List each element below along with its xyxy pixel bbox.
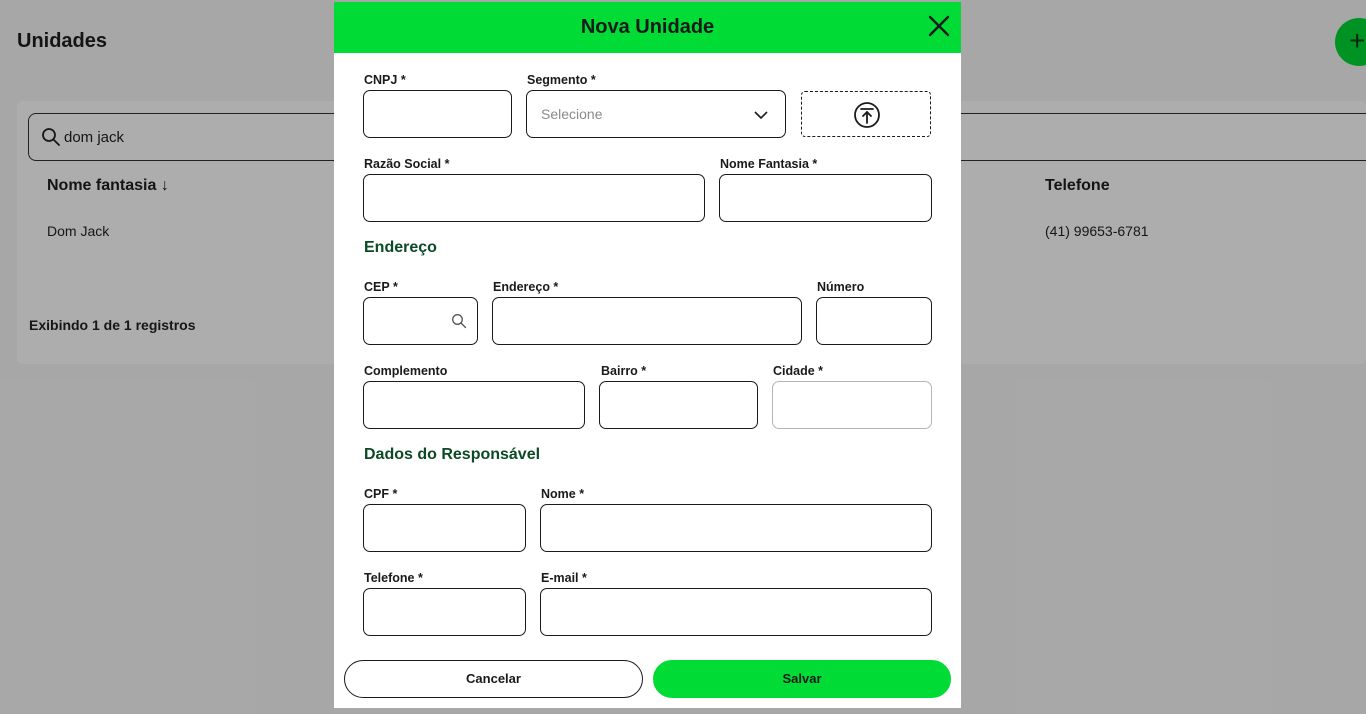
section-responsavel-title: Dados do Responsável — [364, 446, 541, 463]
nome-label: Nome * — [541, 487, 585, 501]
cnpj-label: CNPJ * — [364, 73, 406, 87]
cidade-field[interactable] — [772, 381, 932, 429]
close-icon[interactable] — [926, 13, 952, 39]
complemento-label: Complemento — [364, 364, 448, 378]
table-cell-name[interactable]: Dom Jack — [47, 223, 110, 239]
segmento-select[interactable] — [526, 90, 786, 138]
cidade-label: Cidade * — [773, 364, 824, 378]
numero-field[interactable] — [816, 297, 932, 345]
cnpj-field[interactable] — [363, 90, 512, 138]
razao-social-input[interactable] — [364, 175, 704, 221]
nome-field[interactable] — [540, 504, 932, 552]
search-icon[interactable] — [451, 313, 467, 329]
table-cell-phone: (41) 99653-6781 — [1045, 223, 1149, 239]
cancel-button[interactable]: Cancelar — [344, 660, 643, 698]
telefone-input[interactable] — [364, 589, 525, 635]
nome-fantasia-input[interactable] — [720, 175, 931, 221]
column-header-name[interactable]: Nome fantasia ↓ — [47, 177, 169, 194]
upload-icon — [853, 101, 881, 129]
cpf-field[interactable] — [363, 504, 526, 552]
endereco-field[interactable] — [492, 297, 802, 345]
nome-input[interactable] — [541, 505, 931, 551]
numero-label: Número — [817, 280, 865, 294]
column-header-phone: Telefone — [1045, 177, 1110, 194]
modal-header — [334, 2, 961, 53]
telefone-label: Telefone * — [364, 571, 423, 585]
nome-fantasia-field[interactable] — [719, 174, 932, 222]
records-count: Exibindo 1 de 1 registros — [29, 317, 196, 333]
bairro-field[interactable] — [599, 381, 758, 429]
numero-input[interactable] — [817, 298, 931, 344]
segmento-placeholder: Selecione — [541, 106, 603, 122]
cpf-label: CPF * — [364, 487, 398, 501]
cidade-input[interactable] — [773, 382, 931, 428]
search-value: dom jack — [64, 129, 125, 146]
email-label: E-mail * — [541, 571, 587, 585]
email-field[interactable] — [540, 588, 932, 636]
cep-label: CEP * — [364, 280, 398, 294]
save-button[interactable]: Salvar — [653, 660, 951, 698]
segmento-label: Segmento * — [527, 73, 596, 87]
modal-title: Nova Unidade — [580, 16, 715, 38]
complemento-input[interactable] — [364, 382, 584, 428]
cep-field[interactable] — [363, 297, 478, 345]
upload-button[interactable] — [801, 91, 931, 137]
page-title: Unidades — [17, 30, 108, 52]
section-endereco-title: Endereço — [364, 239, 437, 256]
new-unit-modal — [334, 2, 961, 708]
cpf-input[interactable] — [364, 505, 525, 551]
complemento-field[interactable] — [363, 381, 585, 429]
chevron-down-icon — [753, 107, 769, 123]
bairro-input[interactable] — [600, 382, 757, 428]
telefone-field[interactable] — [363, 588, 526, 636]
razao-social-label: Razão Social * — [364, 157, 450, 171]
endereco-input[interactable] — [493, 298, 801, 344]
razao-social-field[interactable] — [363, 174, 705, 222]
add-unit-button[interactable]: + — [1335, 18, 1366, 66]
nome-fantasia-label: Nome Fantasia * — [720, 157, 818, 171]
bairro-label: Bairro * — [601, 364, 647, 378]
endereco-label: Endereço * — [493, 280, 559, 294]
email-input[interactable] — [541, 589, 931, 635]
cnpj-input[interactable] — [364, 91, 511, 137]
